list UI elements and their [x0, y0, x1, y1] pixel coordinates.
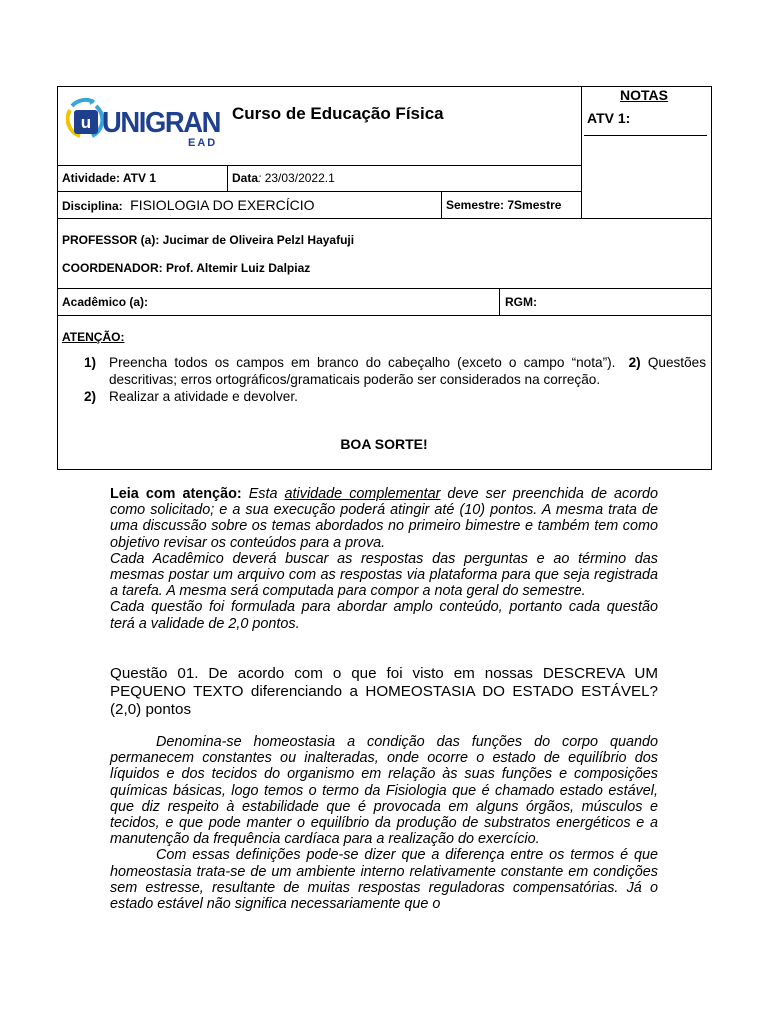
date-cell	[232, 171, 335, 185]
row-divider-3	[57, 218, 712, 219]
intro-paragraph-2: Cada Acadêmico deverá buscar as respostas das perguntas e ao término das mesmas postar um arquivo com as respostas via plataforma para que seja registrada a tarefa. A mesma será computada para compor a nota geral do semestre.	[110, 550, 658, 600]
answer-block	[110, 734, 658, 912]
professor-line: PROFESSOR (a): Jucimar de Oliveira Pelzl Hayafuji	[62, 233, 355, 247]
rgm-field[interactable]	[545, 290, 707, 313]
notes-atv1-field[interactable]	[584, 135, 707, 136]
student-field[interactable]	[160, 290, 496, 313]
table-border-right	[711, 86, 712, 470]
instruction-inline-number: 2)	[628, 355, 641, 370]
course-title: Curso de Educação Física	[232, 104, 444, 123]
discipline-cell	[62, 197, 315, 215]
answer-paragraph-2: Com essas definições pode-se dizer que a diferença entre os termos é que homeostasia trata-se de um ambiente interno relativamente constante em condições sem estresse, resultante de muitas respostas reguladoras compensatórias. Já o estado estável não significa necessariamente que o	[110, 847, 658, 913]
row-divider-4	[57, 288, 712, 289]
intro-block	[110, 486, 658, 632]
instruction-text: Realizar a atividade e devolver.	[109, 389, 298, 404]
question-01: Questão 01. De acordo com o que foi visto em nossas DESCREVA UM PEQUENO TEXTO diferenciando a HOMEOSTASIA DO ESTADO ESTÁVEL? (2,0) pontos	[110, 665, 658, 718]
semester-divider	[441, 191, 442, 218]
intro-p1-b: deve ser preenchida de acordo como solicitado; e a sua execução poderá atingir até (10) pontos. A mesma trata de uma discussão sobre os temas abordados no primeiro bimestre e também tem como objetivo revisar os conteúdos para a prova.	[110, 486, 659, 551]
notes-atv1-label: ATV 1:	[587, 110, 631, 126]
good-luck: BOA SORTE!	[340, 436, 428, 452]
date-value: 23/03/2022.1	[264, 171, 335, 185]
semester-cell	[446, 198, 561, 212]
row-divider-5	[57, 315, 712, 316]
instruction-number: 2)	[84, 389, 97, 404]
attention-label: ATENÇÃO:	[62, 330, 125, 344]
unigran-logo	[66, 96, 226, 150]
coordinator-line: COORDENADOR: Prof. Altemir Luiz Dalpiaz	[62, 261, 311, 275]
notes-title: NOTAS	[620, 87, 668, 103]
instruction-text: Preencha todos os campos em branco do cabeçalho (exceto o campo “nota”).	[109, 355, 616, 370]
semester-label: Semestre:	[446, 198, 505, 212]
discipline-value: FISIOLOGIA DO EXERCÍCIO	[130, 197, 315, 213]
logo-badge-letter: u	[80, 113, 92, 132]
table-border-top	[57, 86, 712, 87]
row-divider-1	[57, 165, 582, 166]
table-border-left	[57, 86, 58, 470]
table-border-bottom	[57, 469, 712, 470]
notes-divider	[581, 86, 582, 218]
rgm-divider	[499, 288, 500, 315]
instructions-list	[84, 354, 706, 405]
instruction-item	[84, 388, 706, 405]
activity-label: Atividade:	[62, 171, 121, 185]
logo-brand: UNIGRAN	[102, 107, 220, 139]
instruction-number: 1)	[84, 355, 97, 370]
date-label: Data	[232, 171, 259, 185]
date-colon: :	[258, 171, 262, 185]
intro-lead-label: Leia com atenção:	[110, 486, 242, 502]
date-divider	[227, 165, 228, 191]
rgm-label: RGM:	[505, 295, 537, 309]
logo-sub: EAD	[188, 137, 218, 149]
intro-paragraph-1	[110, 486, 658, 551]
activity-value: ATV 1	[122, 171, 157, 185]
intro-p1-underlined: atividade complementar	[284, 486, 441, 502]
instruction-item	[84, 354, 706, 388]
student-label: Acadêmico (a):	[62, 295, 149, 309]
intro-paragraph-3: Cada questão foi formulada para abordar amplo conteúdo, portanto cada questão terá a validade de 2,0 pontos.	[110, 599, 658, 632]
activity-cell	[62, 171, 156, 185]
answer-paragraph-1: Denomina-se homeostasia a condição das funções do corpo quando permanecem constantes ou inalteradas, onde ocorre o estado de equilíbrio dos líquidos e dos tecidos do organismo em relação às suas funções e composições químicas básicas, logo temos o termo da Fisiologia que é chamado estado estável, que diz respeito à estabilidade que é provocada em alguns órgãos, músculos e tecidos, e que pode manter o equilíbrio da produção de substratos energéticos e a manutenção da frequência cardíaca para a realização do exercício.	[110, 734, 658, 848]
instruction-text-b: Questões descritivas; erros ortográficos/gramaticais poderão ser considerados na correção.	[109, 355, 706, 387]
row-divider-2	[57, 191, 582, 192]
intro-p1-a: Esta	[248, 486, 278, 502]
semester-value: 7Smestre	[507, 198, 562, 212]
discipline-label: Disciplina:	[62, 199, 123, 213]
